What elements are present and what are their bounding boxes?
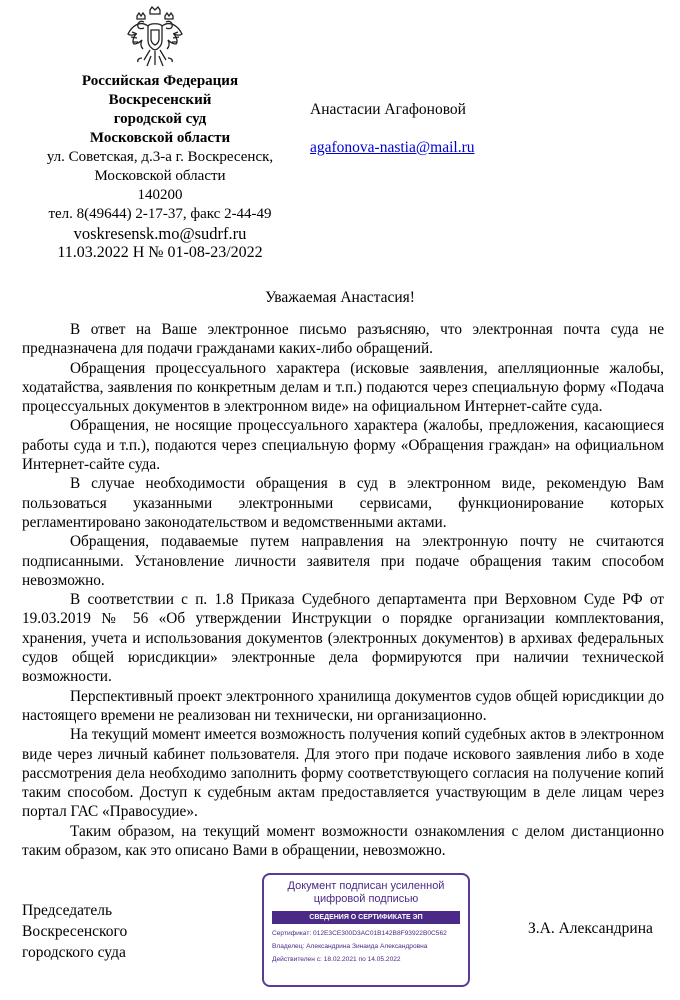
body-paragraph: Обращения процессуального характера (исковые заявления, апелляционные жалобы, ходатайства, заявления по конкретным делам и т.п.) подаются через специальную форму «Подача процессуальных документов в электронном виде» на официальном Интернет-сайте суда. bbox=[22, 359, 664, 416]
body-paragraph: Обращения, не носящие процессуального характера (жалобы, предложения, касающиеся работы суда и т.п.), подаются через специальную форму «Обращения граждан» на официальном Интернет-сайте суда. bbox=[22, 417, 664, 474]
signer-name: З.А. Александрина bbox=[528, 920, 653, 937]
body-paragraph: Перспективный проект электронного хранилища документов судов общей юрисдикции до настоящего времени не реализован ни технически, ни организационно. bbox=[22, 687, 664, 724]
court-postcode: 140200 bbox=[137, 187, 183, 203]
body-paragraph: В случае необходимости обращения в суд в электронном виде, рекомендую Вам пользоваться указанными электронными сервисами, функционирование которых регламентировано законодательством и ведомственными актами. bbox=[22, 475, 664, 531]
stamp-certificate-id: Сертификат: 012E3CE300D3AC01B142B8F93922B0C562 bbox=[272, 930, 447, 937]
court-name-line-1: Воскресенский bbox=[108, 92, 212, 108]
body-paragraph: Таким образом, на текущий момент возможности ознакомления с делом дистанционно таким образом, как это описано Вами в обращении, невозможно. bbox=[22, 822, 664, 860]
body-paragraph: В соответствии с п. 1.8 Приказа Судебного департамента при Верховном Суде РФ от 19.03.2019 № 56 «Об утверждении Инструкции о порядке организации комплектования, хранения, учета и использования документов (электронных документов) в архивах федеральных судов общей юрисдикции» электронные дела формируются при наличии технической возможности. bbox=[22, 591, 664, 686]
stamp-validity: Действителен с: 18.02.2021 по 14.05.2022 bbox=[272, 956, 401, 963]
court-phone: тел. 8(49644) 2-17-37, факс 2-44-49 bbox=[48, 206, 272, 222]
body-paragraph: В ответ на Ваше электронное письмо разъясняю, что электронная почта суда не предназначена для подачи гражданами каких-либо обращений. bbox=[22, 321, 664, 358]
country-name: Российская Федерация bbox=[81, 73, 239, 89]
signer-title bbox=[22, 900, 127, 963]
stamp-title bbox=[264, 880, 468, 906]
stamp-certificate-header: СВЕДЕНИЯ О СЕРТИФИКАТЕ ЭП bbox=[272, 911, 460, 924]
body-paragraph: Обращения, подаваемые путем направления на электронную почту не считаются подписанными. Установление личности заявителя при подаче обращения таким способом невозможно. bbox=[22, 533, 664, 589]
court-email: voskresensk.mo@sudrf.ru bbox=[73, 224, 247, 243]
court-address-line-2: Московской области bbox=[94, 168, 226, 184]
court-region: Московской области bbox=[89, 130, 231, 146]
body-paragraph: На текущий момент имеется возможность получения копий судебных актов в электронном виде через личный кабинет пользователя. Для этого при подаче искового заявления либо в ходе рассмотрения дела необходимо заполнить форму соответствующего согласия на получение копий таким способом. Доступ к судебным актам предоставляется участвующим в деле лицам через портал ГАС «Правосудие». bbox=[22, 726, 664, 821]
court-letterhead bbox=[10, 72, 310, 262]
stamp-owner: Владелец: Александрина Зинаида Александровна bbox=[272, 943, 428, 950]
letter-reference: 11.03.2022 Н № 01-08-23/2022 bbox=[57, 244, 263, 261]
signer-title-line-3: городского суда bbox=[22, 944, 126, 961]
signer-title-line-2: Воскресенского bbox=[22, 923, 128, 940]
salutation: Уважаемая Анастасия! bbox=[265, 289, 415, 306]
letter-body bbox=[22, 320, 664, 860]
recipient-name: Анастасии Агафоновой bbox=[310, 101, 466, 118]
court-address-line-1: ул. Советская, д.3-а г. Воскресенск, bbox=[46, 149, 274, 165]
stamp-title-line-1: Документ подписан усиленной bbox=[287, 880, 445, 892]
court-name-line-2: городской суд bbox=[113, 111, 207, 127]
digital-signature-stamp bbox=[262, 873, 470, 987]
recipient-email-link[interactable]: agafonova-nastia@mail.ru bbox=[310, 139, 475, 156]
signer-title-line-1: Председатель bbox=[22, 902, 113, 919]
stamp-title-line-2: цифровой подписью bbox=[313, 893, 419, 905]
russian-coat-of-arms-icon bbox=[124, 6, 186, 70]
recipient-block bbox=[310, 100, 474, 158]
